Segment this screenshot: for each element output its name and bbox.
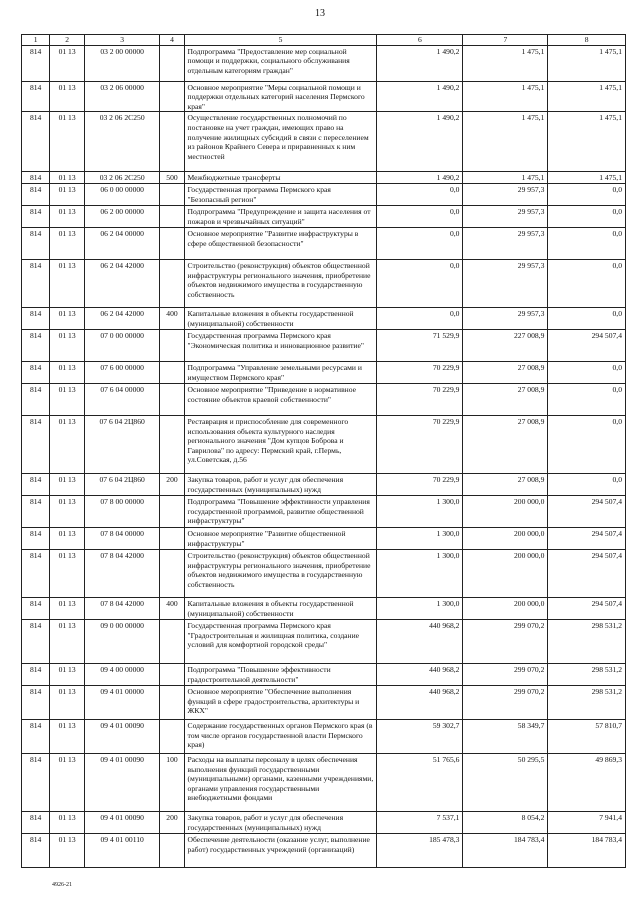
table-row [22,172,626,184]
cell-amount-2023: 0,0 [548,183,626,205]
cell-section: 01 13 [50,307,85,329]
cell-amount-2022: 299 070,2 [463,685,548,719]
cell-amount-2022: 29 957,3 [463,205,548,227]
cell-target-code: 07 6 00 00000 [84,361,160,383]
cell-amount-2021: 0,0 [377,259,463,307]
table-row [22,663,626,685]
cell-amount-2022: 1 475,1 [463,172,548,184]
cell-section: 01 13 [50,112,85,172]
cell-amount-2021: 51 765,6 [377,753,463,811]
cell-expense-type [160,361,184,383]
cell-amount-2023: 294 507,4 [548,495,626,527]
cell-target-code: 06 2 04 00000 [84,227,160,259]
cell-amount-2023: 0,0 [548,205,626,227]
cell-section: 01 13 [50,685,85,719]
footer-code: 4926-21 [52,882,72,888]
cell-description: Расходы на выплаты персоналу в целях обеспечения выполнения функций государственными (муниципальными) органами, казенными учреждениями, органами управления государственными внебюджетными фондами [184,753,377,811]
cell-amount-2022: 8 054,2 [463,811,548,833]
cell-amount-2021: 440 968,2 [377,685,463,719]
cell-description: Государственная программа Пермского края "Градостроительная и жилищная политика, создание условий для комфортной городской среды" [184,619,377,663]
cell-amount-2022: 27 008,9 [463,383,548,415]
cell-target-code: 07 6 04 2Ц860 [84,473,160,495]
cell-amount-2022: 227 008,9 [463,329,548,361]
cell-description: Осуществление государственных полномочий по постановке на учет граждан, имеющих право на получение жилищных субсидий в связи с переселением из районов Крайнего Севера и приравненных к ним местностей [184,112,377,172]
cell-description: Закупка товаров, работ и услуг для обеспечения государственных (муниципальных) нужд [184,473,377,495]
cell-description: Основное мероприятие "Развитие инфраструктуры в сфере общественной безопасности" [184,227,377,259]
cell-amount-2022: 200 000,0 [463,495,548,527]
budget-table [21,34,626,868]
cell-section: 01 13 [50,227,85,259]
cell-amount-2021: 70 229,9 [377,361,463,383]
cell-amount-2021: 0,0 [377,183,463,205]
cell-amount-2023: 0,0 [548,415,626,473]
cell-amount-2022: 1 475,1 [463,112,548,172]
cell-amount-2022: 50 295,5 [463,753,548,811]
cell-admin-code: 814 [22,833,50,867]
cell-amount-2022: 200 000,0 [463,549,548,597]
cell-section: 01 13 [50,833,85,867]
cell-target-code: 07 8 00 00000 [84,495,160,527]
cell-section: 01 13 [50,495,85,527]
cell-section: 01 13 [50,183,85,205]
cell-amount-2021: 59 302,7 [377,719,463,753]
cell-amount-2021: 7 537,1 [377,811,463,833]
table-row [22,227,626,259]
cell-expense-type: 400 [160,597,184,619]
cell-expense-type [160,81,184,112]
cell-section: 01 13 [50,361,85,383]
cell-section: 01 13 [50,45,85,81]
cell-description: Обеспечение деятельности (оказание услуг, выполнение работ) государственных учреждений (организаций) [184,833,377,867]
table-row [22,811,626,833]
cell-section: 01 13 [50,719,85,753]
cell-amount-2023: 294 507,4 [548,527,626,549]
cell-amount-2021: 71 529,9 [377,329,463,361]
cell-description: Основное мероприятие "Меры социальной помощи и поддержки отдельных категорий населения Пермского края" [184,81,377,112]
cell-amount-2021: 0,0 [377,205,463,227]
cell-description: Подпрограмма "Управление земельными ресурсами и имуществом Пермского края" [184,361,377,383]
table-row [22,527,626,549]
cell-expense-type: 200 [160,473,184,495]
cell-section: 01 13 [50,172,85,184]
cell-expense-type [160,259,184,307]
cell-admin-code: 814 [22,361,50,383]
col-header: 7 [463,35,548,46]
cell-admin-code: 814 [22,473,50,495]
cell-admin-code: 814 [22,719,50,753]
cell-amount-2022: 27 008,9 [463,361,548,383]
cell-amount-2022: 58 349,7 [463,719,548,753]
cell-description: Капитальные вложения в объекты государственной (муниципальной) собственности [184,597,377,619]
cell-target-code: 09 4 01 00000 [84,685,160,719]
cell-section: 01 13 [50,473,85,495]
table-row [22,415,626,473]
table-row [22,619,626,663]
cell-admin-code: 814 [22,811,50,833]
cell-target-code: 09 4 00 00000 [84,663,160,685]
cell-amount-2023: 294 507,4 [548,329,626,361]
cell-admin-code: 814 [22,663,50,685]
cell-amount-2022: 29 957,3 [463,227,548,259]
cell-admin-code: 814 [22,172,50,184]
cell-amount-2021: 1 490,2 [377,81,463,112]
cell-amount-2023: 294 507,4 [548,549,626,597]
cell-amount-2021: 1 490,2 [377,172,463,184]
cell-amount-2022: 27 008,9 [463,415,548,473]
table-row [22,549,626,597]
cell-description: Основное мероприятие "Развитие общественной инфраструктуры" [184,527,377,549]
cell-target-code: 07 6 04 00000 [84,383,160,415]
cell-description: Государственная программа Пермского края "Безопасный регион" [184,183,377,205]
col-header: 2 [50,35,85,46]
cell-amount-2023: 1 475,1 [548,45,626,81]
cell-amount-2023: 0,0 [548,361,626,383]
cell-section: 01 13 [50,415,85,473]
cell-admin-code: 814 [22,81,50,112]
cell-target-code: 03 2 06 2С250 [84,172,160,184]
cell-admin-code: 814 [22,307,50,329]
cell-amount-2023: 7 941,4 [548,811,626,833]
table-row [22,495,626,527]
cell-section: 01 13 [50,81,85,112]
cell-description: Подпрограмма "Повышение эффективности управления государственной программой, развитие общественной инфраструктуры" [184,495,377,527]
table-row [22,205,626,227]
cell-description: Основное мероприятие "Приведение в нормативное состояние объектов краевой собственности" [184,383,377,415]
cell-description: Содержание государственных органов Пермского края (в том числе органов государственной власти Пермского края) [184,719,377,753]
cell-amount-2021: 185 478,3 [377,833,463,867]
table-row [22,81,626,112]
cell-amount-2022: 29 957,3 [463,259,548,307]
cell-target-code: 09 4 01 00090 [84,719,160,753]
cell-expense-type [160,685,184,719]
cell-expense-type [160,833,184,867]
cell-expense-type: 400 [160,307,184,329]
cell-amount-2022: 299 070,2 [463,619,548,663]
table-row [22,753,626,811]
cell-amount-2022: 299 070,2 [463,663,548,685]
cell-amount-2021: 0,0 [377,307,463,329]
cell-section: 01 13 [50,597,85,619]
cell-amount-2023: 0,0 [548,383,626,415]
cell-section: 01 13 [50,259,85,307]
cell-amount-2021: 440 968,2 [377,663,463,685]
cell-section: 01 13 [50,383,85,415]
cell-admin-code: 814 [22,597,50,619]
cell-admin-code: 814 [22,259,50,307]
cell-amount-2021: 440 968,2 [377,619,463,663]
table-row [22,383,626,415]
table-row [22,685,626,719]
cell-amount-2022: 1 475,1 [463,81,548,112]
col-header: 8 [548,35,626,46]
cell-expense-type: 100 [160,753,184,811]
cell-section: 01 13 [50,619,85,663]
cell-description: Капитальные вложения в объекты государственной (муниципальной) собственности [184,307,377,329]
cell-amount-2023: 57 810,7 [548,719,626,753]
table-row [22,597,626,619]
cell-amount-2021: 70 229,9 [377,383,463,415]
cell-admin-code: 814 [22,415,50,473]
cell-amount-2021: 1 300,0 [377,495,463,527]
cell-amount-2021: 1 490,2 [377,112,463,172]
cell-target-code: 09 4 01 00110 [84,833,160,867]
cell-admin-code: 814 [22,205,50,227]
cell-admin-code: 814 [22,45,50,81]
cell-amount-2023: 298 531,2 [548,685,626,719]
cell-expense-type: 500 [160,172,184,184]
cell-admin-code: 814 [22,549,50,597]
cell-target-code: 07 0 00 00000 [84,329,160,361]
cell-target-code: 07 6 04 2Ц860 [84,415,160,473]
cell-amount-2022: 29 957,3 [463,307,548,329]
cell-amount-2021: 1 300,0 [377,549,463,597]
cell-amount-2021: 1 300,0 [377,597,463,619]
cell-target-code: 07 8 04 42000 [84,597,160,619]
cell-section: 01 13 [50,549,85,597]
cell-amount-2022: 27 008,9 [463,473,548,495]
cell-amount-2022: 200 000,0 [463,527,548,549]
cell-amount-2021: 70 229,9 [377,415,463,473]
cell-section: 01 13 [50,663,85,685]
page-number: 13 [315,8,325,19]
cell-target-code: 06 0 00 00000 [84,183,160,205]
cell-expense-type [160,112,184,172]
cell-admin-code: 814 [22,112,50,172]
cell-description: Подпрограмма "Повышение эффективности градостроительной деятельности" [184,663,377,685]
cell-amount-2023: 0,0 [548,307,626,329]
cell-description: Реставрация и приспособление для современного использования объекта культурного наследия регионального значения "Дом купцов Боброва и Гаврилова" по адресу: Пермский край, г.Пермь, ул.Советская, д.56 [184,415,377,473]
col-header: 3 [84,35,160,46]
table-row [22,329,626,361]
cell-description: Межбюджетные трансферты [184,172,377,184]
cell-target-code: 07 8 04 00000 [84,527,160,549]
cell-target-code: 09 4 01 00090 [84,811,160,833]
cell-description: Государственная программа Пермского края "Экономическая политика и инновационное развитие" [184,329,377,361]
cell-target-code: 06 2 00 00000 [84,205,160,227]
cell-target-code: 09 0 00 00000 [84,619,160,663]
table-row [22,833,626,867]
table-row [22,259,626,307]
cell-target-code: 03 2 00 00000 [84,45,160,81]
cell-section: 01 13 [50,811,85,833]
col-header: 5 [184,35,377,46]
cell-expense-type [160,45,184,81]
table-row [22,719,626,753]
cell-amount-2023: 0,0 [548,259,626,307]
cell-description: Подпрограмма "Предоставление мер социальной помощи и поддержки, социального обслуживания отдельным категориям граждан" [184,45,377,81]
cell-expense-type: 200 [160,811,184,833]
cell-target-code: 03 2 06 00000 [84,81,160,112]
table-row [22,45,626,81]
cell-admin-code: 814 [22,383,50,415]
cell-target-code: 06 2 04 42000 [84,259,160,307]
cell-expense-type [160,527,184,549]
cell-expense-type [160,619,184,663]
cell-section: 01 13 [50,329,85,361]
cell-expense-type [160,495,184,527]
cell-expense-type [160,183,184,205]
cell-expense-type [160,719,184,753]
cell-amount-2023: 1 475,1 [548,112,626,172]
cell-section: 01 13 [50,527,85,549]
cell-target-code: 03 2 06 2С250 [84,112,160,172]
table-row [22,112,626,172]
cell-amount-2022: 1 475,1 [463,45,548,81]
cell-admin-code: 814 [22,329,50,361]
cell-amount-2022: 29 957,3 [463,183,548,205]
cell-amount-2023: 298 531,2 [548,663,626,685]
cell-amount-2023: 0,0 [548,473,626,495]
col-header: 6 [377,35,463,46]
cell-admin-code: 814 [22,685,50,719]
cell-target-code: 09 4 01 00090 [84,753,160,811]
cell-section: 01 13 [50,205,85,227]
cell-amount-2023: 294 507,4 [548,597,626,619]
cell-admin-code: 814 [22,227,50,259]
cell-amount-2023: 298 531,2 [548,619,626,663]
cell-expense-type [160,329,184,361]
cell-admin-code: 814 [22,495,50,527]
cell-description: Основное мероприятие "Обеспечение выполнения функций в сфере градостроительства, архитектуры и ЖКХ" [184,685,377,719]
cell-section: 01 13 [50,753,85,811]
cell-expense-type [160,415,184,473]
table-row [22,183,626,205]
cell-expense-type [160,663,184,685]
table-header-row [22,35,626,46]
cell-amount-2021: 0,0 [377,227,463,259]
cell-target-code: 07 8 04 42000 [84,549,160,597]
col-header: 1 [22,35,50,46]
cell-expense-type [160,549,184,597]
cell-expense-type [160,227,184,259]
cell-amount-2021: 70 229,9 [377,473,463,495]
cell-description: Закупка товаров, работ и услуг для обеспечения государственных (муниципальных) нужд [184,811,377,833]
cell-amount-2021: 1 490,2 [377,45,463,81]
col-header: 4 [160,35,184,46]
cell-amount-2022: 184 783,4 [463,833,548,867]
table-row [22,307,626,329]
table-row [22,361,626,383]
cell-admin-code: 814 [22,753,50,811]
cell-expense-type [160,205,184,227]
cell-amount-2023: 184 783,4 [548,833,626,867]
cell-admin-code: 814 [22,183,50,205]
table-row [22,473,626,495]
cell-description: Строительство (реконструкция) объектов общественной инфраструктуры регионального значения, приобретение объектов недвижимого имущества в государственную собственность [184,549,377,597]
cell-expense-type [160,383,184,415]
cell-admin-code: 814 [22,619,50,663]
cell-target-code: 06 2 04 42000 [84,307,160,329]
cell-amount-2023: 1 475,1 [548,81,626,112]
cell-amount-2023: 49 869,3 [548,753,626,811]
cell-amount-2021: 1 300,0 [377,527,463,549]
cell-amount-2023: 0,0 [548,227,626,259]
cell-description: Строительство (реконструкция) объектов общественной инфраструктуры регионального значения, приобретение объектов недвижимого имущества в государственную собственность [184,259,377,307]
cell-amount-2023: 1 475,1 [548,172,626,184]
cell-amount-2022: 200 000,0 [463,597,548,619]
cell-admin-code: 814 [22,527,50,549]
cell-description: Подпрограмма "Предупреждение и защита населения от пожаров и чрезвычайных ситуаций" [184,205,377,227]
